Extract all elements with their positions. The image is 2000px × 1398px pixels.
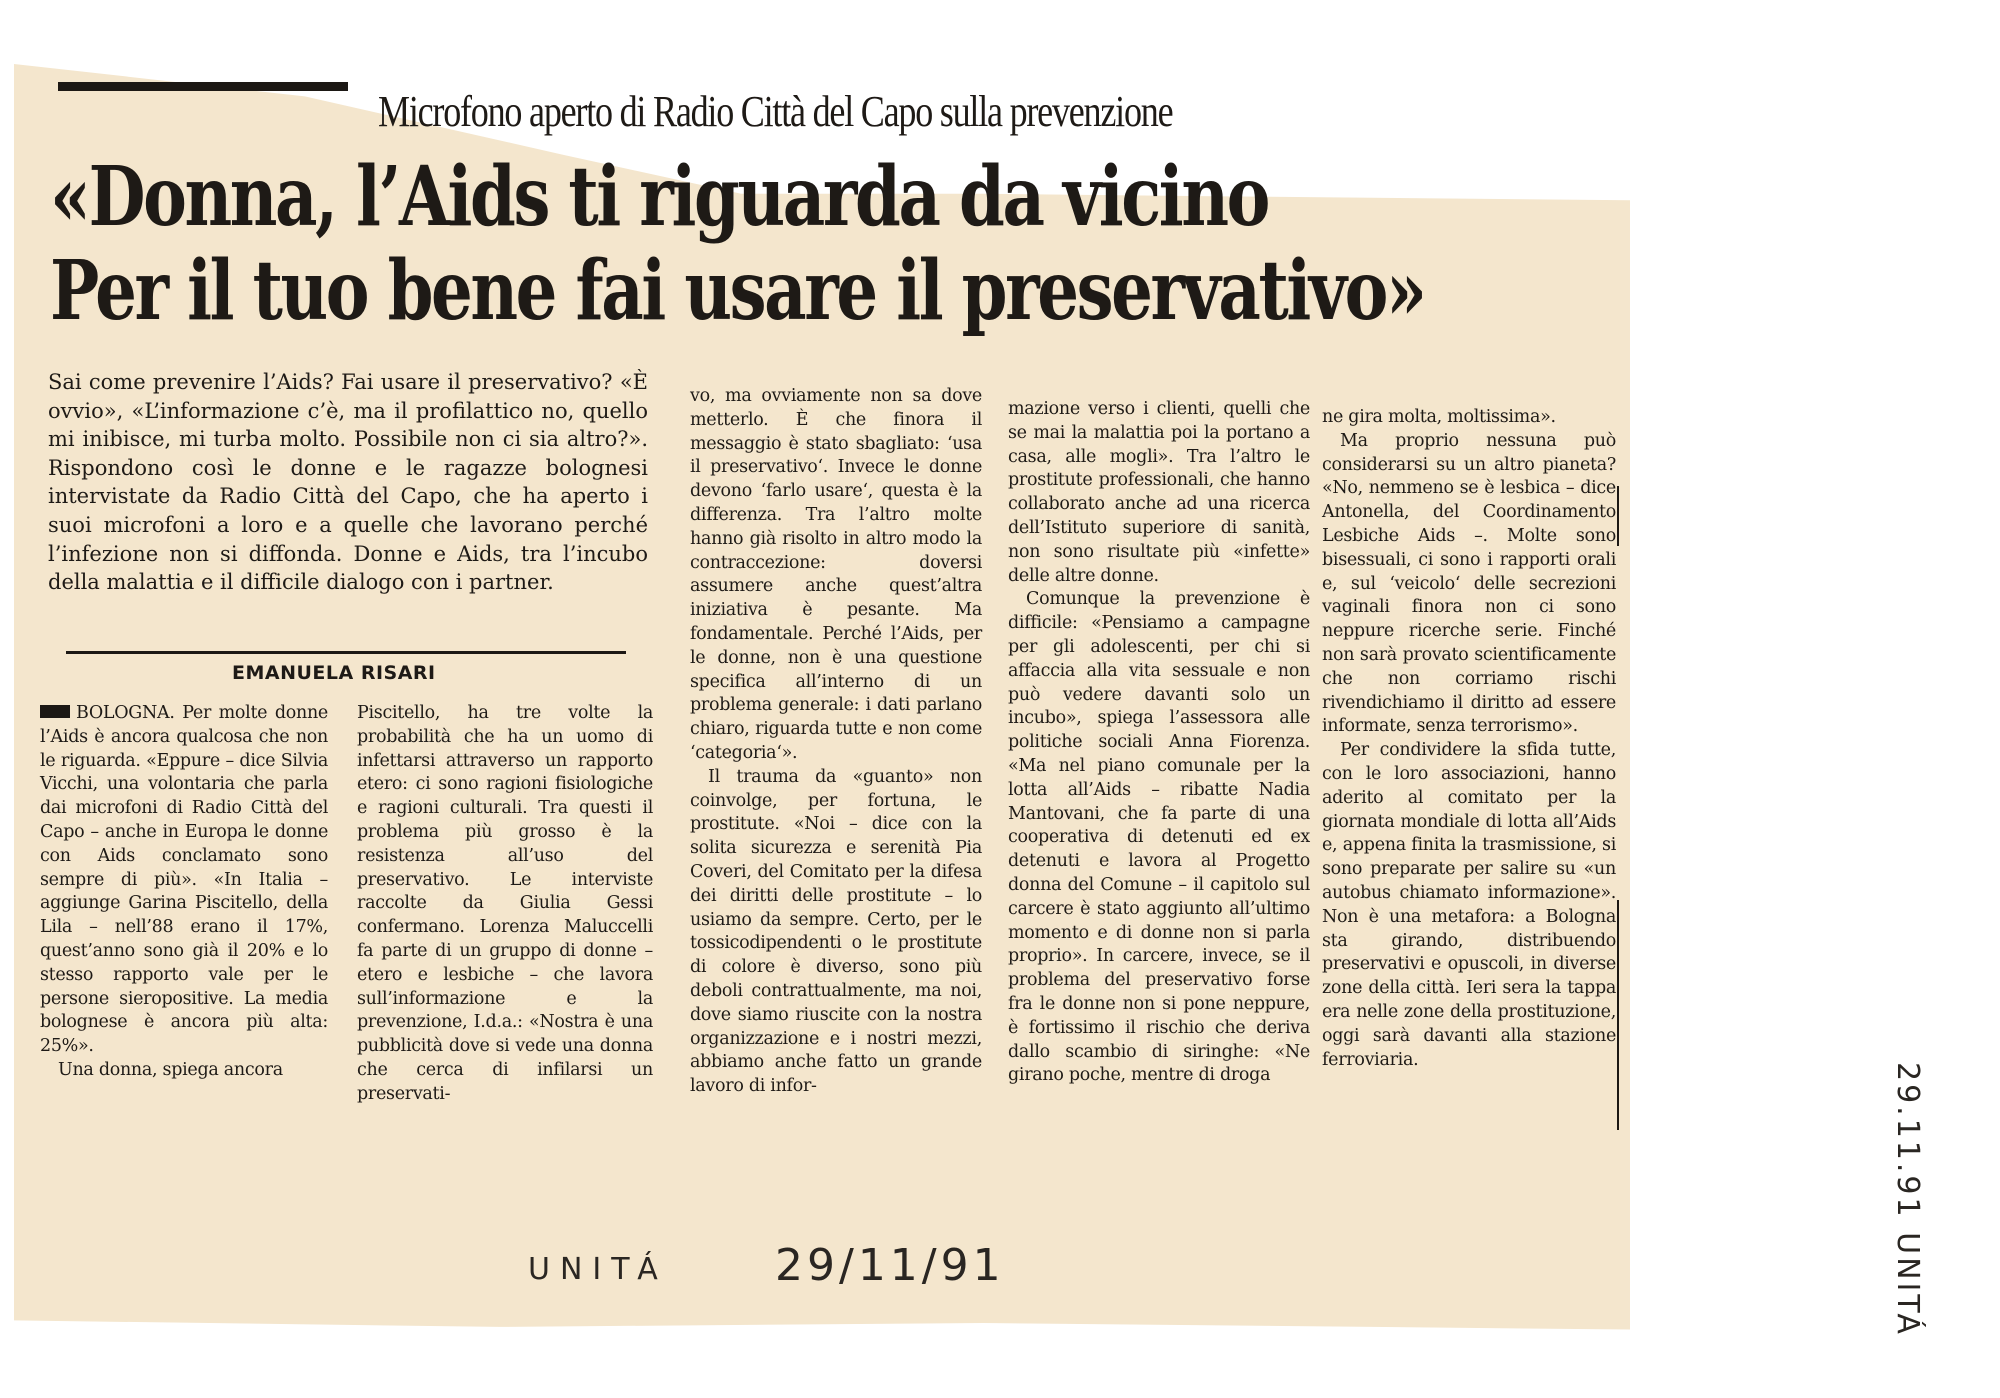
dateline-marker [40, 705, 70, 718]
paragraph: Il trauma da «guanto» non coinvolge, per fortuna, le prostitute. «Noi – dice con la solita sicurezza e serenità Pia Coveri, del Comitato per la difesa dei diritti delle prostitute – lo usiamo da sempre. Certo, per le tossicodipendenti o le prostitute di colore è diverso, sono più deboli contrattualmente, ma noi, dove siamo riuscite con la nostra organizzazione e i nostri mezzi, abbiamo anche fatto un grande lavoro di infor- [690, 766, 982, 1097]
article-standfirst: Sai come prevenire l’Aids? Fai usare il preservativo? «È ovvio», «L’informazione c’è, ma il profilattico no, quello mi inibisce, mi turba molto. Possibile non ci sia altro?». Rispondono così le donne e le ragazze bolognesi intervistate da Radio Città del Capo, che ha aperto i suoi microfoni a loro e a quelle che lavorano perché l’infezione non si diffonda. Donne e Aids, tra l’incubo della malattia e il difficile dialogo con i partner. [48, 370, 648, 595]
paragraph: mazione verso i clienti, quelli che se mai la malattia poi la portano a casa, alle mogli». Tra l’altro le prostitute professionali, che hanno collaborato anche ad una ricerca dell’Istituto superiore di sanità, non sono risultate più «infette» delle altre donne. [1008, 399, 1310, 586]
column-edge-rule [1617, 486, 1619, 546]
body-column-3 [690, 385, 982, 1099]
paragraph: Per condividere la sfida tutte, con le loro associazioni, hanno aderito al comitato per la giornata mondiale di lotta all’Aids e, appena finita la trasmissione, si sono preparate per salire su «un autobus chiamato informazione». Non è una metafora: a Bologna sta girando, distribuendo preservativi e opuscoli, in diverse zone della città. Ieri sera la tappa era nelle zone della prostituzione, oggi sarà davanti alla stazione ferroviaria. [1322, 740, 1616, 1070]
handwritten-source: UNITÁ [528, 1252, 668, 1287]
paragraph: ne gira molta, moltissima». [1322, 407, 1556, 427]
byline-rule [66, 651, 626, 654]
paragraph: Ma proprio nessuna può considerarsi su un altro pianeta? «No, nemmeno se è lesbica – dice Antonella, del Coordinamento Lesbiche Aids –. Molte sono bisessuali, ci sono i rapporti orali e, sul ‘veicolo‘ delle secrezioni vaginali finora non ci sono neppure ricerche serie. Finché non sarà provato scientificamente che non corriamo rischi rivendichiamo il diritto ad essere informate, senza terrorismo». [1322, 430, 1616, 737]
paragraph: vo, ma ovviamente non sa dove metterlo. È che finora il messaggio è stato sbagliato: ‘usa il preservativo‘. Invece le donne devono ‘farlo usare‘, questa è la differenza. Tra l’altro molte hanno già risolto in altro modo la contraccezione: doversi assumere anche quest’altra iniziativa è pesante. Ma fondamentale. Perché l’Aids, per le donne, non è una questione specifica all’interno di un problema generale: i dati parlano chiaro, riguarda tutte e non come ‘categoria‘». [690, 386, 982, 763]
headline-line-1: «Donna, l’Aids ti riguarda da vicino [50, 149, 1268, 245]
paragraph: Una donna, spiega ancora [58, 1059, 283, 1080]
handwritten-margin-note: 29.11.91 UNITÁ [1890, 1062, 1925, 1337]
headline-line-2: Per il tuo bene fai usare il preservativo» [50, 243, 1425, 339]
paragraph: BOLOGNA. Per molte donne l’Aids è ancora qualcosa che non le riguarda. «Eppure – dice Silvia Vicchi, una volontaria che parla dai microfoni di Radio Città del Capo – anche in Europa le donne con Aids conclamato sono sempre di più». «In Italia – aggiunge Garina Piscitello, della Lila – nell’88 erano il 17%, quest’anno sono già il 20% e lo stesso rapporto vale per le persone sieropositive. La media bolognese è ancora più alta: 25%». [40, 703, 328, 1057]
body-column-4 [1008, 398, 1310, 1088]
bleed-through-text [34, 58, 334, 80]
article-headline [50, 150, 1425, 338]
handwritten-date: 29/11/91 [775, 1240, 1005, 1291]
body-column-1 [40, 702, 328, 1083]
body-column-5 [1322, 406, 1616, 1072]
article-kicker: Microfono aperto di Radio Città del Capo sulla prevenzione [378, 87, 1173, 136]
article-byline: EMANUELA RISARI [232, 662, 436, 684]
column-edge-rule [1617, 900, 1619, 1130]
paragraph: Comunque la prevenzione è difficile: «Pensiamo a campagne per gli adolescenti, per chi si affaccia alla vita sessuale e non può vedere davanti solo un incubo», spiega l’assessora alle politiche sociali Anna Fiorenza. «Ma nel piano comunale per la lotta all’Aids – ribatte Nadia Mantovani, che fa parte di una cooperativa di detenuti ed ex detenuti e lavora al Progetto donna del Comune – il capitolo sul carcere è stato aggiunto all’ultimo momento e di donne non si parla proprio». In carcere, invece, se il problema del preservativo forse fra le donne non si pone neppure, è fortissimo il rischio che deriva dallo scambio di siringhe: «Ne girano poche, mentre di droga [1008, 589, 1310, 1086]
body-column-2 [357, 702, 653, 1107]
kicker-rule [58, 82, 348, 91]
paragraph: Piscitello, ha tre volte la probabilità che ha un uomo di infettarsi attraverso un rapporto etero: ci sono ragioni fisiologiche e ragioni culturali. Tra questi il problema più grosso è la resistenza all’uso del preservativo. Le interviste raccolte da Giulia Gessi confermano. Lorenza Maluccelli fa parte di un gruppo di donne – etero e lesbiche – che lavora sull’informazione e la prevenzione, I.d.a.: «Nostra è una pubblicità dove si vede una donna che cerca di infilarsi un preservati- [357, 703, 653, 1104]
